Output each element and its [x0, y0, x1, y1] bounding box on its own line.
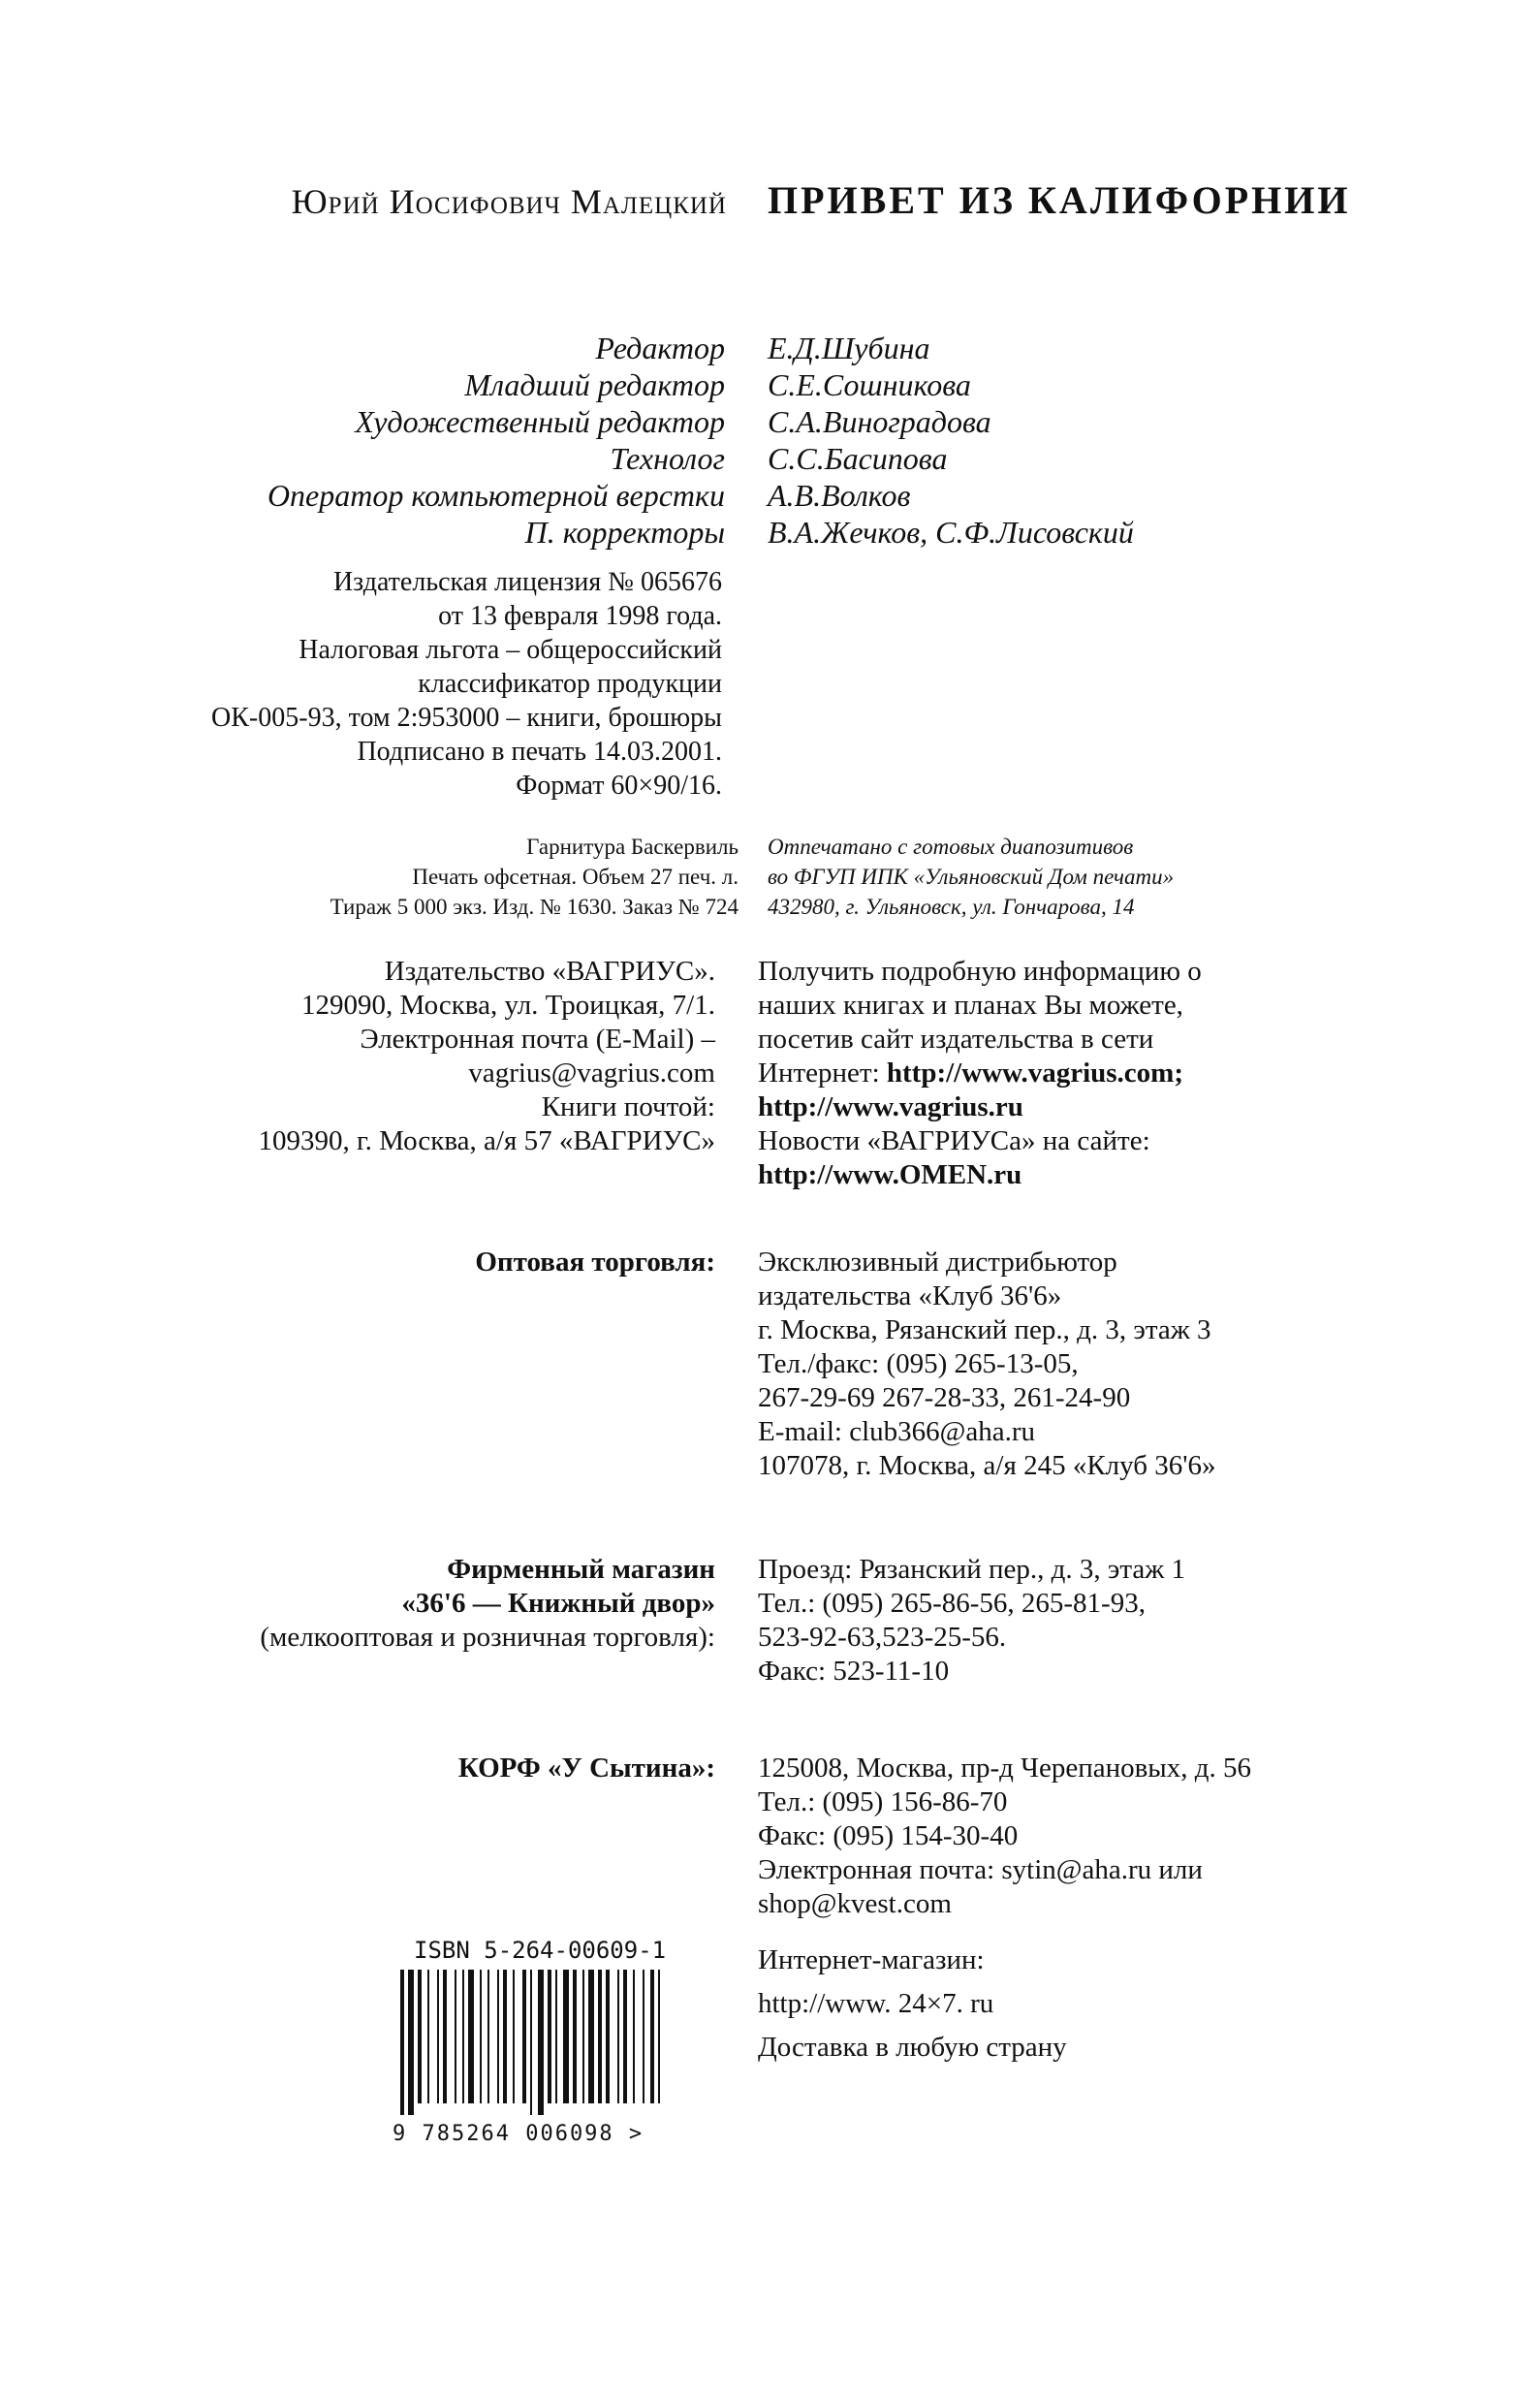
korf-label: КОРФ «У Сытина»:: [457, 1753, 715, 1784]
store-line: Тел.: (095) 265-86-56, 265-81-93,: [758, 1588, 1146, 1619]
wholesale-line: г. Москва, Рязанский пер., д. 3, этаж 3: [758, 1314, 1211, 1345]
store-label: [0, 1553, 715, 1655]
publisher-line: Электронная почта (E-Mail) –: [360, 1024, 715, 1055]
wholesale-block: [758, 1246, 1215, 1483]
typeset-block: [0, 832, 739, 922]
credit-name: С.А.Виноградова: [768, 404, 991, 439]
korf-line: Электронная почта: sytin@aha.ru или: [758, 1854, 1203, 1885]
credit-role: Младший редактор: [464, 367, 725, 402]
typeset-line: Печать офсетная. Объем 27 печ. л.: [412, 865, 739, 889]
barcode-icon: [393, 1970, 693, 2115]
online-line: Доставка в любую страну: [758, 2032, 1067, 2063]
info-line: наших книгах и планах Вы можете,: [758, 990, 1183, 1021]
credit-role: Технолог: [610, 441, 725, 476]
credit-role: Художественный редактор: [355, 404, 725, 439]
print-block: [768, 832, 1174, 922]
print-line: во ФГУП ИПК «Ульяновский Дом печати»: [768, 865, 1175, 889]
credit-name: С.Е.Сошникова: [768, 367, 971, 402]
korf-line: 125008, Москва, пр-д Черепановых, д. 56: [758, 1753, 1252, 1784]
typeset-line: Тираж 5 000 экз. Изд. № 1630. Заказ № 724: [330, 895, 739, 919]
omen-link: http://www.OMEN.ru: [758, 1159, 1022, 1190]
publisher-email: vagrius@vagrius.com: [468, 1058, 715, 1089]
publisher-block: [0, 955, 715, 1158]
store-label-line: «36'6 — Книжный двор»: [401, 1588, 715, 1619]
wholesale-line: Эксклюзивный дистрибьютор: [758, 1247, 1117, 1278]
credit-name: С.С.Басипова: [768, 441, 948, 476]
publisher-line: 109390, г. Москва, а/я 57 «ВАГРИУС»: [258, 1125, 715, 1156]
info-line: посетив сайт издательства в сети: [758, 1024, 1154, 1055]
license-line: Налоговая льгота – общероссийский: [299, 635, 722, 665]
wholesale-line: 267-29-69 267-28-33, 261-24-90: [758, 1382, 1131, 1413]
store-label-line: (мелкооптовая и розничная торговля):: [260, 1622, 715, 1653]
online-url: http://www. 24×7. ru: [758, 1988, 994, 2019]
credit-name: В.А.Жечков, С.Ф.Лисовский: [768, 515, 1134, 550]
publisher-line: Книги почтой:: [541, 1091, 715, 1122]
credits-roles: [0, 330, 725, 551]
credit-name: А.В.Волков: [768, 478, 911, 513]
book-title: ПРИВЕТ ИЗ КАЛИФОРНИИ: [768, 178, 1351, 222]
license-line: классификатор продукции: [418, 669, 722, 699]
wholesale-line: Тел./факс: (095) 265-13-05,: [758, 1348, 1079, 1379]
info-line: Новости «ВАГРИУСа» на сайте:: [758, 1125, 1150, 1156]
print-line: Отпечатано с готовых диапозитивов: [768, 835, 1134, 859]
credits-names: [768, 330, 1134, 551]
wholesale-line: E-mail: club366@aha.ru: [758, 1416, 1036, 1447]
korf-line: Тел.: (095) 156-86-70: [758, 1786, 1008, 1817]
online-store-block: [758, 1939, 1067, 2069]
korf-line: Факс: (095) 154-30-40: [758, 1820, 1019, 1851]
store-line: Проезд: Рязанский пер., д. 3, этаж 1: [758, 1554, 1186, 1585]
credit-role: Оператор компьютерной верстки: [267, 478, 725, 513]
info-block: [758, 955, 1202, 1192]
license-block: [0, 565, 722, 803]
credit-name: Е.Д.Шубина: [768, 331, 930, 365]
wholesale-line: издательства «Клуб 36'6»: [758, 1280, 1062, 1311]
store-block: [758, 1553, 1185, 1689]
print-line: 432980, г. Ульяновск, ул. Гончарова, 14: [768, 895, 1135, 919]
isbn-label: ISBN 5-264-00609-1: [414, 1937, 667, 1964]
wholesale-line: 107078, г. Москва, а/я 245 «Клуб 36'6»: [758, 1450, 1216, 1481]
info-prefix: Интернет:: [758, 1058, 887, 1089]
korf-block: [758, 1752, 1251, 1921]
typeset-line: Гарнитура Баскервиль: [526, 835, 739, 859]
license-line: от 13 февраля 1998 года.: [438, 601, 722, 631]
vagrius-ru-link: http://www.vagrius.ru: [758, 1091, 1023, 1122]
vagrius-com-link: http://www.vagrius.com;: [886, 1058, 1183, 1089]
info-line: Получить подробную информацию о: [758, 956, 1202, 987]
author-name: Юрий Иосифович Малецкий: [291, 182, 727, 221]
license-line: Формат 60×90/16.: [516, 771, 722, 801]
publisher-line: 129090, Москва, ул. Троицкая, 7/1.: [301, 990, 715, 1021]
license-line: Подписано в печать 14.03.2001.: [357, 737, 722, 767]
credit-role: Редактор: [595, 331, 725, 365]
license-line: ОК-005-93, том 2:953000 – книги, брошюры: [211, 703, 722, 733]
info-line: [758, 1057, 1202, 1090]
credit-role: П. корректоры: [524, 515, 725, 550]
publisher-line: Издательство «ВАГРИУС».: [384, 956, 715, 987]
korf-line: shop@kvest.com: [758, 1888, 952, 1919]
license-line: Издательская лицензия № 065676: [332, 567, 722, 597]
online-line: Интернет-магазин:: [758, 1944, 985, 1975]
store-line: 523-92-63,523-25-56.: [758, 1622, 1007, 1653]
store-label-line: Фирменный магазин: [447, 1554, 715, 1585]
store-line: Факс: 523-11-10: [758, 1656, 950, 1687]
barcode-block: [393, 1937, 703, 2146]
barcode-digits: 9 785264 006098 >: [393, 2122, 644, 2146]
wholesale-label: Оптовая торговля:: [475, 1247, 715, 1278]
